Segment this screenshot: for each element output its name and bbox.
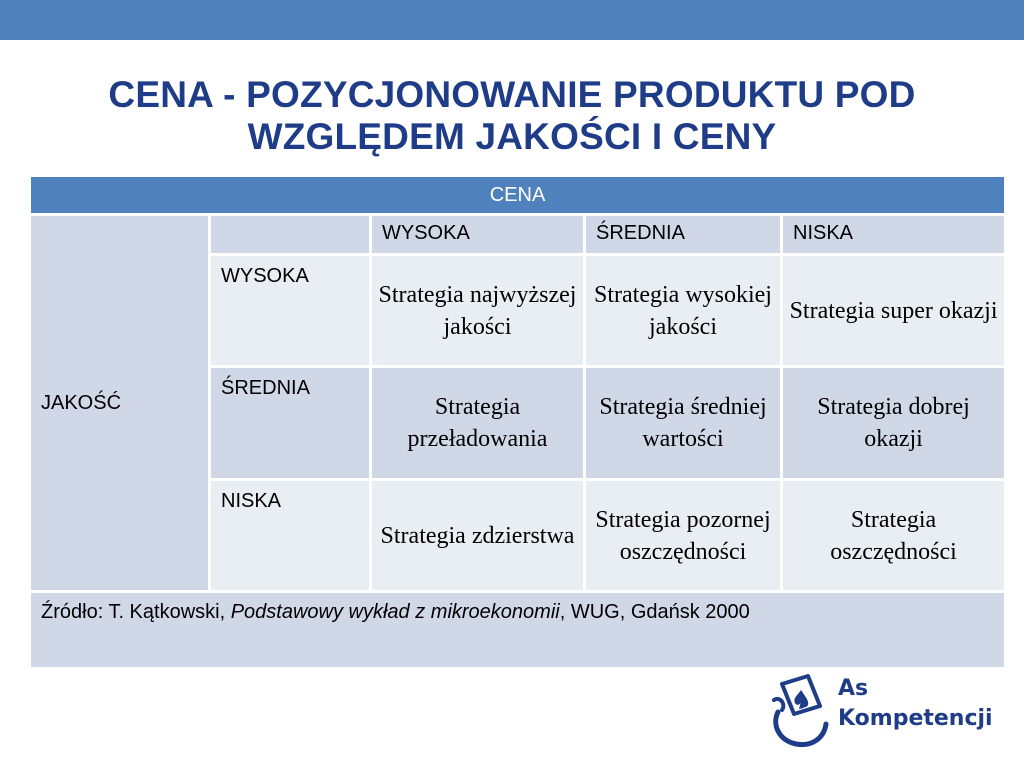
- column-header-medium: ŚREDNIA: [585, 215, 782, 255]
- spade-hand-icon: [768, 670, 832, 748]
- slide-title-line-2: WZGLĘDEM JAKOŚCI I CENY: [247, 116, 777, 157]
- header-row: [30, 176, 1006, 215]
- strategy-cell: Strategia przeładowania: [371, 367, 585, 480]
- slide-title: [0, 74, 1024, 158]
- price-quality-matrix: [28, 174, 1007, 670]
- logo-line-1: As: [838, 676, 869, 701]
- strategy-cell: Strategia średniej wartości: [585, 367, 782, 480]
- strategy-cell: Strategia wysokiej jakości: [585, 255, 782, 367]
- as-kompetencji-logo: [768, 670, 1008, 750]
- logo-line-2: Kompetencji: [838, 706, 993, 731]
- logo-wordmark: [838, 674, 993, 734]
- source-prefix: Źródło: T. Kątkowski,: [41, 601, 231, 623]
- source-note: [30, 592, 1006, 669]
- top-accent-bar: [0, 0, 1024, 40]
- source-book-title: Podstawowy wykład z mikroekonomii: [230, 601, 560, 623]
- strategy-cell: Strategia dobrej okazji: [782, 367, 1006, 480]
- slide-title-line-1: CENA - POZYCJONOWANIE PRODUKTU POD: [108, 74, 916, 115]
- strategy-cell: Strategia oszczędności: [782, 480, 1006, 592]
- row-label-medium: ŚREDNIA: [210, 367, 371, 480]
- strategy-cell: Strategia super okazji: [782, 255, 1006, 367]
- strategy-cell: Strategia najwyższej jakości: [371, 255, 585, 367]
- row-label-low: NISKA: [210, 480, 371, 592]
- strategy-cell: Strategia pozornej oszczędności: [585, 480, 782, 592]
- price-header: CENA: [30, 176, 1006, 215]
- column-header-row: [30, 215, 1006, 255]
- row-label-high: WYSOKA: [210, 255, 371, 367]
- corner-cell: [210, 215, 371, 255]
- strategy-cell: Strategia zdzierstwa: [371, 480, 585, 592]
- source-suffix: , WUG, Gdańsk 2000: [559, 601, 750, 623]
- column-header-high: WYSOKA: [371, 215, 585, 255]
- source-row: [30, 592, 1006, 669]
- quality-axis-label: JAKOŚĆ: [30, 215, 210, 592]
- column-header-low: NISKA: [782, 215, 1006, 255]
